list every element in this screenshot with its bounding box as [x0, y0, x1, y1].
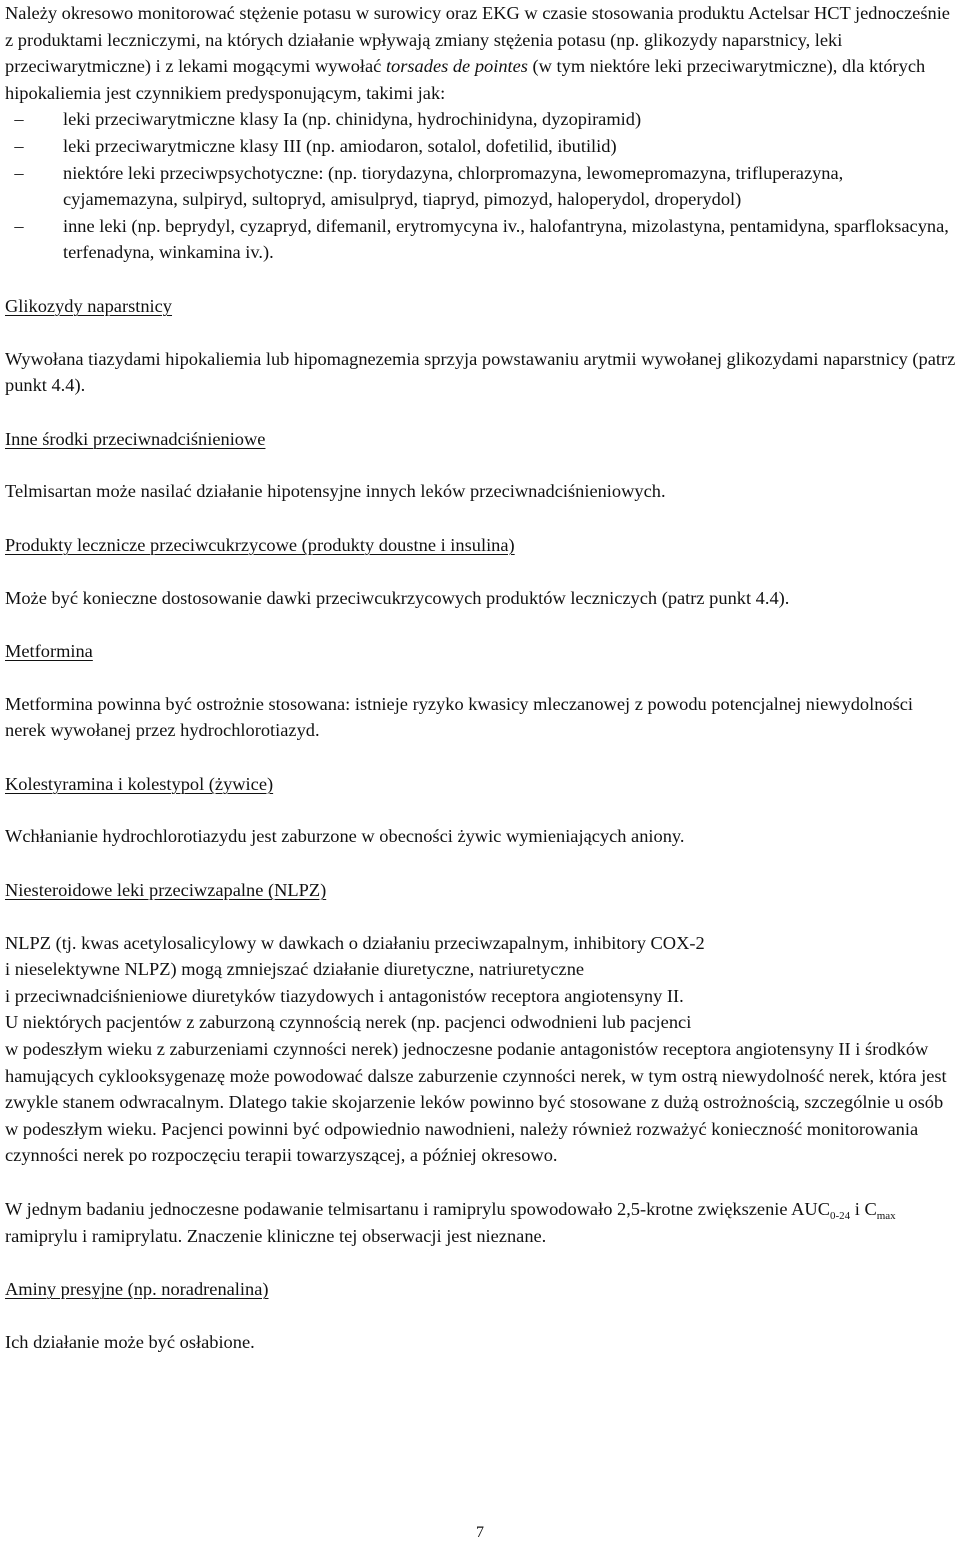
section-text-kolestyramina: Wchłanianie hydrochlorotiazydu jest zaburzone w obecności żywic wymieniających aniony. [5, 826, 685, 847]
section-text-glikozydy: Wywołana tiazydami hipokaliemia lub hipomagnezemia sprzyja powstawaniu arytmii wywołanej glikozydami naparstnicy (patrz punkt 4.4). [5, 348, 956, 396]
study-text-part2: i C [850, 1199, 877, 1219]
section-heading-kolestyramina: Kolestyramina i kolestypol (żywice) [5, 773, 274, 794]
nlpz-line-1: NLPZ (tj. kwas acetylosalicylowy w dawkach o działaniu przeciwzapalnym, inhibitory COX-2 [5, 932, 705, 953]
section-heading-aminy: Aminy presyjne (np. noradrenalina) [5, 1279, 269, 1300]
list-item-text: leki przeciwarytmiczne klasy III (np. amiodaron, sotalol, dofetilid, ibutilid) [63, 135, 617, 156]
section-text-przeciwcukrzycowe: Może być konieczne dostosowanie dawki przeciwcukrzycowych produktów leczniczych (patrz punkt 4.4). [5, 587, 790, 608]
section-text-aminy: Ich działanie może być osłabione. [5, 1331, 255, 1352]
section-text-nlpz [5, 930, 957, 1169]
dash-bullet: – [14, 135, 24, 156]
section-heading-metformina: Metformina [5, 641, 93, 662]
section-heading-inne-srodki: Inne środki przeciwnadciśnieniowe [5, 428, 266, 449]
section-heading-przeciwcukrzycowe: Produkty lecznicze przeciwcukrzycowe (produkty doustne i insulina) [5, 534, 515, 555]
document-page [5, 0, 957, 1355]
drug-list [5, 106, 957, 266]
list-item [5, 213, 957, 266]
nlpz-line-3: i przeciwnadciśnieniowe diuretyków tiazydowych i antagonistów receptora angiotensyny II. [5, 985, 684, 1006]
section-heading-nlpz: Niesteroidowe leki przeciwzapalne (NLPZ) [5, 880, 327, 901]
page-number: 7 [476, 1524, 484, 1541]
list-item [5, 160, 957, 213]
intro-italic-term: torsades de pointes [385, 56, 528, 77]
auc-subscript: 0-24 [829, 1210, 851, 1222]
study-text-part1: W jednym badaniu jednoczesne podawanie telmisartanu i ramiprylu spowodowało 2,5-krotne zwiększenie AUC [5, 1199, 830, 1219]
nlpz-line-2: i nieselektywne NLPZ) mogą zmniejszać działanie diuretyczne, natriuretyczne [5, 959, 585, 980]
study-paragraph [5, 1196, 957, 1249]
nlpz-line-4: U niektórych pacjentów z zaburzoną czynnością nerek (np. pacjenci odwodnieni lub pacjenci [5, 1012, 692, 1033]
intro-text-part2: (w tym niektóre leki przeciwarytmiczne), dla których hipokaliemia jest czynnikiem predysponującym, takimi jak: [5, 56, 926, 103]
section-heading-glikozydy: Glikozydy naparstnicy [5, 295, 173, 316]
list-item-text: leki przeciwarytmiczne klasy Ia (np. chinidyna, hydrochinidyna, dyzopiramid) [63, 109, 642, 130]
section-text-metformina: Metformina powinna być ostrożnie stosowana: istnieje ryzyko kwasicy mleczanowej z powodu potencjalnej niewydolności nerek wywołanej przez hydrochlorotiazyd. [5, 693, 914, 741]
intro-text-part1: Należy okresowo monitorować stężenie potasu w surowicy oraz EKG w czasie stosowania produktu Actelsar HCT jednocześnie z produktami leczniczymi, na których działanie wpływają zmiany stężenia potasu (np. glikozydy naparstnicy, leki przeciwarytmiczne) i z lekami mogącymi wywołać [5, 3, 950, 77]
list-item-text: niektóre leki przeciwpsychotyczne: (np. tiorydazyna, chlorpromazyna, lewomepromazyna, trifluperazyna, cyjamemazyna, sulpiryd, sultopryd, amisulpryd, tiapryd, pimozyd, haloperydol, droperydol) [63, 162, 844, 210]
dash-bullet: – [14, 162, 24, 183]
list-item-text: inne leki (np. beprydyl, cyzapryd, difemanil, erytromycyna iv., halofantryna, mizolastyna, pentamidyna, sparfloksacyna, terfenadyna, winkamina iv.). [63, 215, 949, 263]
cmax-subscript: max [876, 1210, 896, 1222]
study-text-part3: ramiprylu i ramiprylatu. Znaczenie kliniczne tej obserwacji jest nieznane. [5, 1225, 547, 1246]
dash-bullet: – [14, 109, 24, 130]
list-item [5, 106, 957, 133]
intro-paragraph [5, 0, 957, 106]
nlpz-rest: w podeszłym wieku z zaburzeniami czynności nerek) jednoczesne podanie antagonistów receptora angiotensyny II i środków hamujących cyklooksygenazę może powodować dalsze zaburzenie czynności nerek, w tym ostrą niewydolność nerek, która jest zwykle stanem odwracalnym. Dlatego takie skojarzenie leków powinno być stosowane z dużą ostrożnością, szczególnie u osób w podeszłym wieku. Pacjenci powinni być odpowiednio nawodnieni, należy również rozważyć konieczność monitorowania czynności nerek po rozpoczęciu terapii towarzyszącej, a później okresowo. [5, 1039, 947, 1166]
section-text-inne-srodki: Telmisartan może nasilać działanie hipotensyjne innych leków przeciwnadciśnieniowych. [5, 481, 666, 502]
dash-bullet: – [14, 215, 24, 236]
list-item [5, 133, 957, 160]
